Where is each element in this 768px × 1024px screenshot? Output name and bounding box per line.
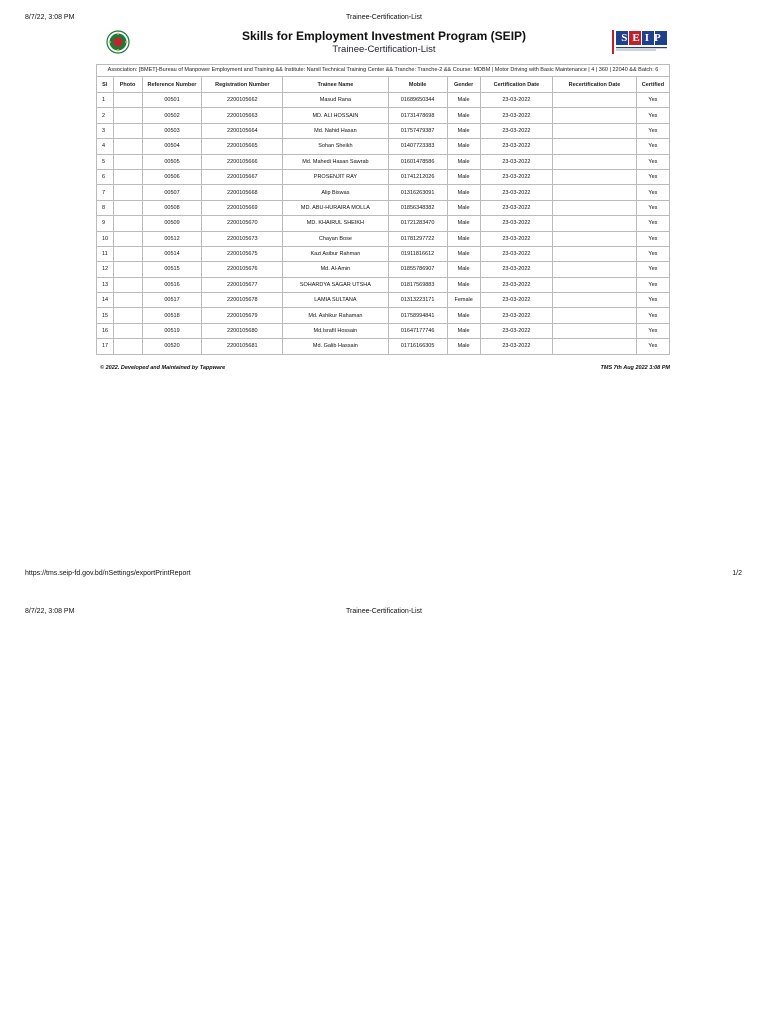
gender-cell: Male bbox=[447, 185, 480, 200]
gender-cell: Male bbox=[447, 308, 480, 323]
photo-cell bbox=[113, 139, 142, 154]
mobile-cell: 01855786907 bbox=[388, 262, 447, 277]
serial-cell: 11 bbox=[97, 246, 114, 261]
gender-cell: Male bbox=[447, 123, 480, 138]
reference-number-cell: 00512 bbox=[142, 231, 202, 246]
certification-date-cell: 23-03-2022 bbox=[480, 123, 552, 138]
copyright-text: © 2022. Developed and Maintained by Tappware bbox=[100, 365, 226, 371]
reference-number-cell: 00516 bbox=[142, 277, 202, 292]
mobile-cell: 01601478586 bbox=[388, 154, 447, 169]
photo-cell bbox=[113, 308, 142, 323]
gender-cell: Male bbox=[447, 200, 480, 215]
table-row bbox=[97, 200, 670, 215]
mobile-cell: 01731478698 bbox=[388, 108, 447, 123]
serial-cell: 10 bbox=[97, 231, 114, 246]
recertification-date-cell bbox=[553, 200, 637, 215]
photo-cell bbox=[113, 277, 142, 292]
reference-number-cell: 00517 bbox=[142, 293, 202, 308]
reference-number-cell: 00501 bbox=[142, 93, 202, 108]
certification-date-cell: 23-03-2022 bbox=[480, 323, 552, 338]
photo-cell bbox=[113, 339, 142, 354]
recertification-date-cell bbox=[553, 246, 637, 261]
trainee-name-cell: Kazi Asibur Rahman bbox=[283, 246, 388, 261]
table-body bbox=[97, 93, 670, 355]
photo-cell bbox=[113, 200, 142, 215]
certification-date-cell: 23-03-2022 bbox=[480, 262, 552, 277]
mobile-cell: 01741212026 bbox=[388, 169, 447, 184]
mobile-cell: 01721283470 bbox=[388, 216, 447, 231]
report-title: Skills for Employment Investment Program (SEIP) bbox=[241, 29, 527, 43]
trainee-name-cell: Alip Biswas bbox=[283, 185, 388, 200]
certified-cell: Yes bbox=[636, 154, 669, 169]
serial-cell: 7 bbox=[97, 185, 114, 200]
recertification-date-cell bbox=[553, 185, 637, 200]
trainee-name-cell: SOHARDYA SAGAR UTSHA bbox=[283, 277, 388, 292]
trainee-name-cell: Md. Galib Hassain bbox=[283, 339, 388, 354]
registration-number-cell: 2200105667 bbox=[202, 169, 283, 184]
mobile-cell: 01313223171 bbox=[388, 293, 447, 308]
mobile-cell: 01817569883 bbox=[388, 277, 447, 292]
reference-number-cell: 00509 bbox=[142, 216, 202, 231]
table-row bbox=[97, 169, 670, 184]
registration-number-cell: 2200105678 bbox=[202, 293, 283, 308]
serial-cell: 15 bbox=[97, 308, 114, 323]
serial-cell: 13 bbox=[97, 277, 114, 292]
gender-cell: Male bbox=[447, 323, 480, 338]
column-header: Photo bbox=[113, 77, 142, 93]
certified-cell: Yes bbox=[636, 93, 669, 108]
gender-cell: Male bbox=[447, 108, 480, 123]
registration-number-cell: 2200105662 bbox=[202, 93, 283, 108]
trainee-name-cell: MD. ABU-HURAIRA MOLLA bbox=[283, 200, 388, 215]
gender-cell: Male bbox=[447, 93, 480, 108]
column-header: Recertification Date bbox=[553, 77, 637, 93]
photo-cell bbox=[113, 293, 142, 308]
mobile-cell: 01758994841 bbox=[388, 308, 447, 323]
certification-date-cell: 23-03-2022 bbox=[480, 339, 552, 354]
certification-date-cell: 23-03-2022 bbox=[480, 93, 552, 108]
reference-number-cell: 00504 bbox=[142, 139, 202, 154]
trainee-name-cell: Chayan Bose bbox=[283, 231, 388, 246]
certification-date-cell: 23-03-2022 bbox=[480, 169, 552, 184]
gender-cell: Male bbox=[447, 277, 480, 292]
reference-number-cell: 00518 bbox=[142, 308, 202, 323]
recertification-date-cell bbox=[553, 93, 637, 108]
column-header: Trainee Name bbox=[283, 77, 388, 93]
serial-cell: 12 bbox=[97, 262, 114, 277]
registration-number-cell: 2200105666 bbox=[202, 154, 283, 169]
tms-timestamp: TMS 7th Aug 2022 3:08 PM bbox=[600, 365, 670, 371]
seip-logo-icon bbox=[612, 30, 670, 54]
gender-cell: Male bbox=[447, 246, 480, 261]
certification-date-cell: 23-03-2022 bbox=[480, 308, 552, 323]
serial-cell: 14 bbox=[97, 293, 114, 308]
reference-number-cell: 00519 bbox=[142, 323, 202, 338]
certification-date-cell: 23-03-2022 bbox=[480, 108, 552, 123]
mobile-cell: 01781297722 bbox=[388, 231, 447, 246]
print-page-title-page2: Trainee-Certification-List bbox=[346, 608, 422, 615]
reference-number-cell: 00506 bbox=[142, 169, 202, 184]
serial-cell: 17 bbox=[97, 339, 114, 354]
registration-number-cell: 2200105668 bbox=[202, 185, 283, 200]
registration-number-cell: 2200105664 bbox=[202, 123, 283, 138]
mobile-cell: 01316263091 bbox=[388, 185, 447, 200]
photo-cell bbox=[113, 262, 142, 277]
photo-cell bbox=[113, 169, 142, 184]
registration-number-cell: 2200105673 bbox=[202, 231, 283, 246]
recertification-date-cell bbox=[553, 216, 637, 231]
reference-number-cell: 00514 bbox=[142, 246, 202, 261]
serial-cell: 1 bbox=[97, 93, 114, 108]
mobile-cell: 01856348382 bbox=[388, 200, 447, 215]
reference-number-cell: 00508 bbox=[142, 200, 202, 215]
mobile-cell: 01407723383 bbox=[388, 139, 447, 154]
serial-cell: 5 bbox=[97, 154, 114, 169]
mobile-cell: 01757479387 bbox=[388, 123, 447, 138]
mobile-cell: 01647177746 bbox=[388, 323, 447, 338]
recertification-date-cell bbox=[553, 123, 637, 138]
certified-cell: Yes bbox=[636, 108, 669, 123]
gender-cell: Male bbox=[447, 139, 480, 154]
registration-number-cell: 2200105670 bbox=[202, 216, 283, 231]
table-row bbox=[97, 293, 670, 308]
registration-number-cell: 2200105680 bbox=[202, 323, 283, 338]
certified-cell: Yes bbox=[636, 185, 669, 200]
mobile-cell: 01689650344 bbox=[388, 93, 447, 108]
table-row bbox=[97, 339, 670, 354]
association-info: Association: [BMET]-Bureau of Manpower Employment and Training && Institute: Narsil Technical Training Center && Tranche: Tranche-2 && Course: MDBM | Motor Driving with Basic Maintenance | 4 | 360 | 22040 && Batch: 6 bbox=[97, 65, 670, 77]
column-header: Sl bbox=[97, 77, 114, 93]
table-row bbox=[97, 262, 670, 277]
recertification-date-cell bbox=[553, 262, 637, 277]
recertification-date-cell bbox=[553, 308, 637, 323]
photo-cell bbox=[113, 231, 142, 246]
photo-cell bbox=[113, 123, 142, 138]
trainee-name-cell: Md. Ashikur Rahaman bbox=[283, 308, 388, 323]
certified-cell: Yes bbox=[636, 139, 669, 154]
reference-number-cell: 00507 bbox=[142, 185, 202, 200]
report-subtitle: Trainee-Certification-List bbox=[332, 44, 436, 55]
reference-number-cell: 00503 bbox=[142, 123, 202, 138]
registration-number-cell: 2200105675 bbox=[202, 246, 283, 261]
registration-number-cell: 2200105669 bbox=[202, 200, 283, 215]
table-row bbox=[97, 231, 670, 246]
print-page-title: Trainee-Certification-List bbox=[346, 14, 422, 21]
trainee-name-cell: Sohan Sheikh bbox=[283, 139, 388, 154]
trainee-name-cell: MD. ALI HOSSAIN bbox=[283, 108, 388, 123]
print-page-number: 1/2 bbox=[732, 570, 742, 577]
gender-cell: Male bbox=[447, 231, 480, 246]
trainee-certification-table bbox=[96, 64, 670, 355]
serial-cell: 16 bbox=[97, 323, 114, 338]
registration-number-cell: 2200105663 bbox=[202, 108, 283, 123]
photo-cell bbox=[113, 246, 142, 261]
print-url: https://tms.seip-fd.gov.bd/nSettings/exportPrintReport bbox=[25, 570, 191, 577]
recertification-date-cell bbox=[553, 277, 637, 292]
recertification-date-cell bbox=[553, 231, 637, 246]
print-datetime: 8/7/22, 3:08 PM bbox=[25, 14, 75, 21]
trainee-name-cell: LAMIA SULTANA bbox=[283, 293, 388, 308]
trainee-name-cell: PROSENJIT RAY bbox=[283, 169, 388, 184]
recertification-date-cell bbox=[553, 323, 637, 338]
certification-date-cell: 23-03-2022 bbox=[480, 200, 552, 215]
table-row bbox=[97, 216, 670, 231]
certification-date-cell: 23-03-2022 bbox=[480, 231, 552, 246]
recertification-date-cell bbox=[553, 154, 637, 169]
table-row bbox=[97, 139, 670, 154]
gender-cell: Male bbox=[447, 154, 480, 169]
certified-cell: Yes bbox=[636, 262, 669, 277]
mobile-cell: 01716166305 bbox=[388, 339, 447, 354]
recertification-date-cell bbox=[553, 339, 637, 354]
print-datetime-page2: 8/7/22, 3:08 PM bbox=[25, 608, 75, 615]
certified-cell: Yes bbox=[636, 323, 669, 338]
gender-cell: Male bbox=[447, 339, 480, 354]
trainee-name-cell: Md. Al-Amin bbox=[283, 262, 388, 277]
certification-date-cell: 23-03-2022 bbox=[480, 154, 552, 169]
trainee-name-cell: Masud Rana bbox=[283, 93, 388, 108]
certification-date-cell: 23-03-2022 bbox=[480, 246, 552, 261]
certified-cell: Yes bbox=[636, 308, 669, 323]
certified-cell: Yes bbox=[636, 277, 669, 292]
reference-number-cell: 00520 bbox=[142, 339, 202, 354]
seip-logo-text: SEIP bbox=[621, 32, 666, 44]
trainee-name-cell: MD. KHAIRUL SHEIKH bbox=[283, 216, 388, 231]
photo-cell bbox=[113, 108, 142, 123]
registration-number-cell: 2200105679 bbox=[202, 308, 283, 323]
association-row bbox=[97, 65, 670, 77]
table-row bbox=[97, 123, 670, 138]
mobile-cell: 01911816612 bbox=[388, 246, 447, 261]
certified-cell: Yes bbox=[636, 293, 669, 308]
certified-cell: Yes bbox=[636, 123, 669, 138]
certification-date-cell: 23-03-2022 bbox=[480, 293, 552, 308]
column-header: Mobile bbox=[388, 77, 447, 93]
registration-number-cell: 2200105677 bbox=[202, 277, 283, 292]
photo-cell bbox=[113, 154, 142, 169]
column-header: Reference Number bbox=[142, 77, 202, 93]
reference-number-cell: 00505 bbox=[142, 154, 202, 169]
column-header: Gender bbox=[447, 77, 480, 93]
certification-date-cell: 23-03-2022 bbox=[480, 277, 552, 292]
reference-number-cell: 00515 bbox=[142, 262, 202, 277]
trainee-name-cell: Md. Nahid Hasan bbox=[283, 123, 388, 138]
reference-number-cell: 00502 bbox=[142, 108, 202, 123]
recertification-date-cell bbox=[553, 169, 637, 184]
serial-cell: 6 bbox=[97, 169, 114, 184]
column-header: Registration Number bbox=[202, 77, 283, 93]
registration-number-cell: 2200105676 bbox=[202, 262, 283, 277]
gender-cell: Male bbox=[447, 262, 480, 277]
column-header: Certified bbox=[636, 77, 669, 93]
gender-cell: Male bbox=[447, 169, 480, 184]
registration-number-cell: 2200105681 bbox=[202, 339, 283, 354]
certified-cell: Yes bbox=[636, 246, 669, 261]
gender-cell: Female bbox=[447, 293, 480, 308]
certified-cell: Yes bbox=[636, 216, 669, 231]
table-row bbox=[97, 185, 670, 200]
certified-cell: Yes bbox=[636, 200, 669, 215]
serial-cell: 2 bbox=[97, 108, 114, 123]
recertification-date-cell bbox=[553, 293, 637, 308]
certification-date-cell: 23-03-2022 bbox=[480, 216, 552, 231]
recertification-date-cell bbox=[553, 108, 637, 123]
table-row bbox=[97, 323, 670, 338]
trainee-name-cell: Md. Mahedi Hasan Sawrab bbox=[283, 154, 388, 169]
photo-cell bbox=[113, 185, 142, 200]
recertification-date-cell bbox=[553, 139, 637, 154]
trainee-name-cell: Md.Israfil Hossain bbox=[283, 323, 388, 338]
table-row bbox=[97, 154, 670, 169]
table-row bbox=[97, 108, 670, 123]
table-row bbox=[97, 308, 670, 323]
certification-date-cell: 23-03-2022 bbox=[480, 185, 552, 200]
photo-cell bbox=[113, 323, 142, 338]
serial-cell: 4 bbox=[97, 139, 114, 154]
column-header: Certification Date bbox=[480, 77, 552, 93]
table-row bbox=[97, 277, 670, 292]
photo-cell bbox=[113, 93, 142, 108]
certified-cell: Yes bbox=[636, 231, 669, 246]
registration-number-cell: 2200105665 bbox=[202, 139, 283, 154]
serial-cell: 9 bbox=[97, 216, 114, 231]
table-row bbox=[97, 93, 670, 108]
table-row bbox=[97, 246, 670, 261]
serial-cell: 8 bbox=[97, 200, 114, 215]
table-header-row bbox=[97, 77, 670, 93]
photo-cell bbox=[113, 216, 142, 231]
certification-date-cell: 23-03-2022 bbox=[480, 139, 552, 154]
certified-cell: Yes bbox=[636, 339, 669, 354]
certified-cell: Yes bbox=[636, 169, 669, 184]
serial-cell: 3 bbox=[97, 123, 114, 138]
gender-cell: Male bbox=[447, 216, 480, 231]
